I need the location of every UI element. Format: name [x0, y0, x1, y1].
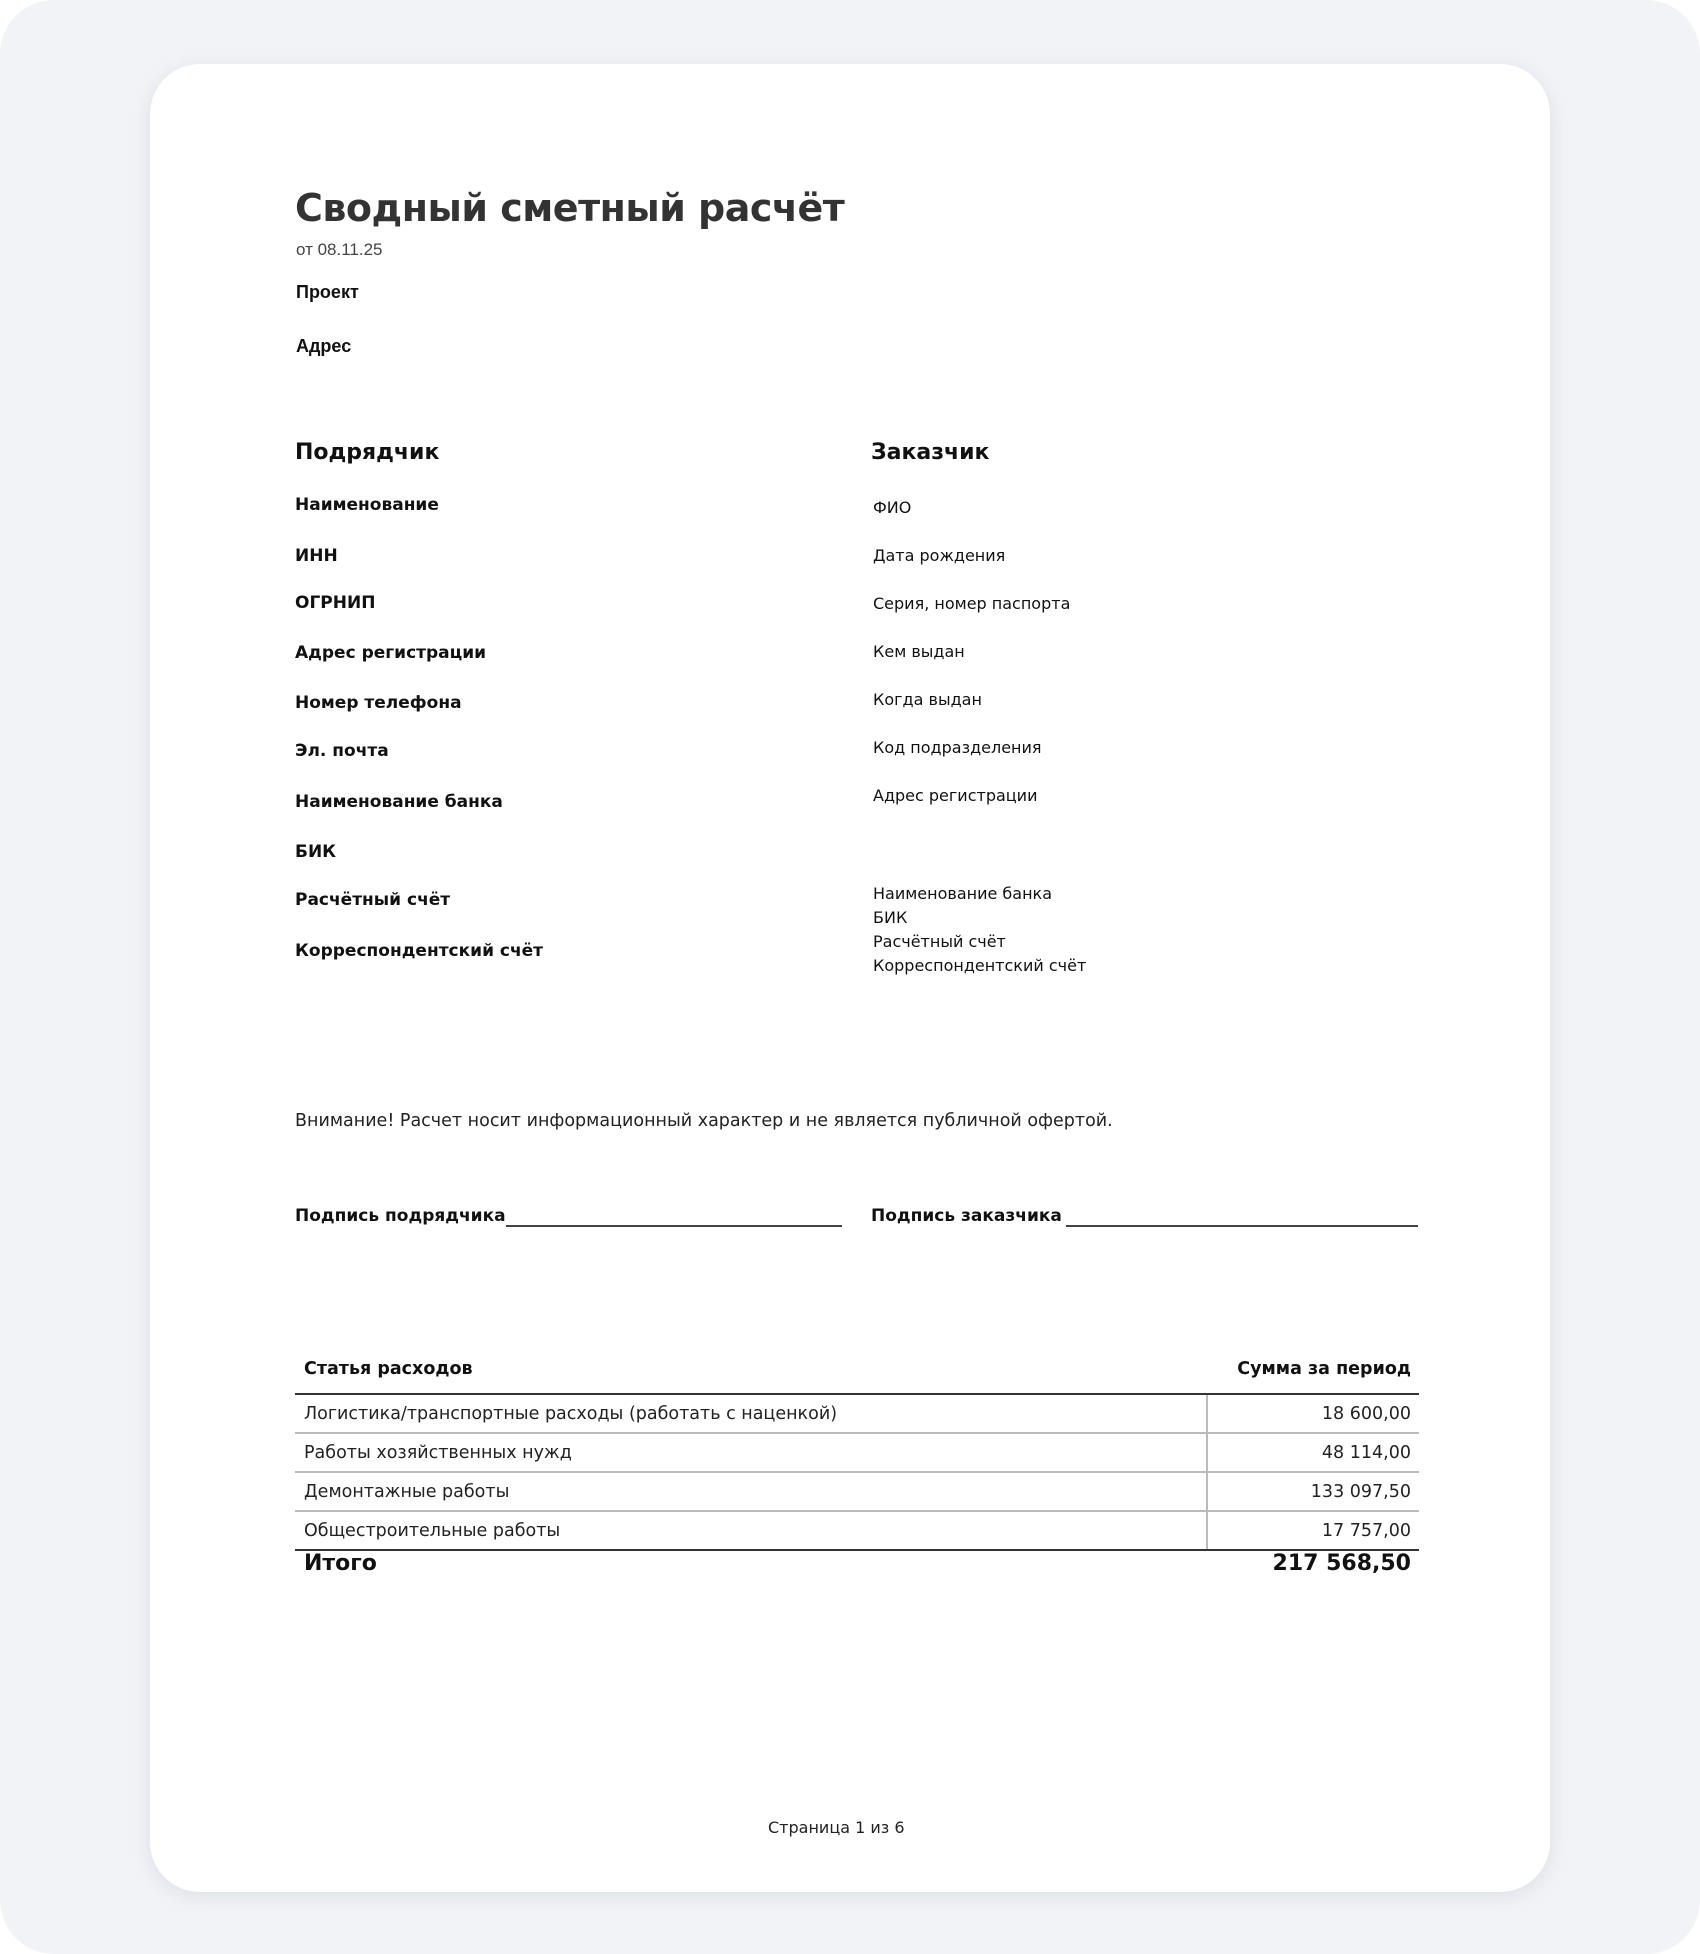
document-page [150, 64, 1550, 1892]
cost-item: Общестроительные работы [295, 1511, 1207, 1550]
table-header-row [295, 1354, 1419, 1394]
table-row [295, 1394, 1419, 1433]
customer-signature-label: Подпись заказчика [871, 1206, 1062, 1226]
contractor-field: Эл. почта [295, 741, 389, 761]
customer-field: Когда выдан [873, 690, 982, 709]
total-label: Итого [304, 1551, 377, 1576]
project-label: Проект [296, 282, 359, 302]
disclaimer-notice: Внимание! Расчет носит информационный характер и не является публичной офертой. [295, 1111, 1113, 1131]
document-date: от 08.11.25 [296, 240, 383, 259]
cost-item: Работы хозяйственных нужд [295, 1433, 1207, 1472]
contractor-signature-line [506, 1225, 842, 1227]
table-row [295, 1511, 1419, 1550]
contractor-heading: Подрядчик [295, 440, 440, 465]
contractor-field: Наименование [295, 495, 439, 515]
cost-item: Логистика/транспортные расходы (работать с наценкой) [295, 1394, 1207, 1433]
column-header-amount: Сумма за период [1207, 1354, 1419, 1394]
customer-bank-block [873, 882, 1086, 978]
address-label: Адрес [296, 336, 352, 356]
total-row [295, 1550, 1419, 1577]
contractor-signature-label: Подпись подрядчика [295, 1206, 506, 1226]
customer-bank-field: Корреспондентский счёт [873, 956, 1087, 975]
cost-amount: 48 114,00 [1207, 1433, 1419, 1472]
customer-field: Серия, номер паспорта [873, 594, 1071, 613]
document-title: Сводный сметный расчёт [295, 186, 845, 230]
contractor-field: ИНН [295, 546, 338, 566]
contractor-field: Номер телефона [295, 693, 462, 713]
contractor-field: Наименование банка [295, 792, 503, 812]
customer-field: ФИО [873, 498, 912, 517]
customer-bank-field: Расчётный счёт [873, 932, 1006, 951]
customer-field: Дата рождения [873, 546, 1006, 565]
page-indicator: Страница 1 из 6 [768, 1818, 905, 1837]
contractor-field: БИК [295, 842, 337, 862]
total-amount: 217 568,50 [1272, 1551, 1411, 1576]
contractor-field: Адрес регистрации [295, 643, 487, 663]
cost-amount: 17 757,00 [1207, 1511, 1419, 1550]
customer-bank-field: БИК [873, 908, 908, 927]
customer-bank-field: Наименование банка [873, 884, 1053, 903]
table-row [295, 1433, 1419, 1472]
customer-signature-line [1066, 1225, 1418, 1227]
contractor-field: Расчётный счёт [295, 890, 451, 910]
customer-field: Кем выдан [873, 642, 965, 661]
costs-table [295, 1354, 1419, 1577]
cost-amount: 133 097,50 [1207, 1472, 1419, 1511]
cost-amount: 18 600,00 [1207, 1394, 1419, 1433]
customer-field: Код подразделения [873, 738, 1042, 757]
table-row [295, 1472, 1419, 1511]
contractor-field: Корреспондентский счёт [295, 941, 544, 961]
cost-item: Демонтажные работы [295, 1472, 1207, 1511]
contractor-field: ОГРНИП [295, 593, 376, 613]
column-header-item: Статья расходов [295, 1354, 1207, 1394]
customer-field: Адрес регистрации [873, 786, 1038, 805]
customer-heading: Заказчик [871, 440, 990, 465]
